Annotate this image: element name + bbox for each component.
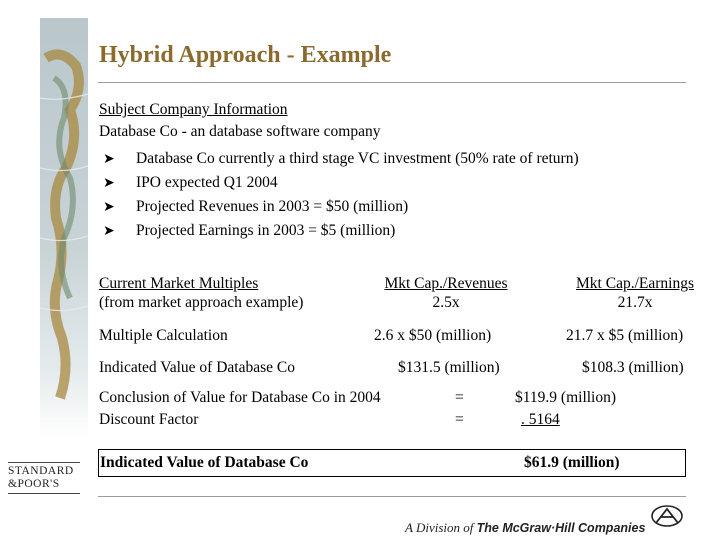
discount-label: Discount Factor <box>99 411 199 428</box>
revenues-multiple: 2.5x <box>432 294 460 311</box>
mcgraw-hill-logo-icon <box>650 503 684 529</box>
company-line: Database Co - an database software company <box>99 123 381 140</box>
footer-prefix: A Division of <box>405 520 474 535</box>
arrow-bullet-icon: ➤ <box>103 200 115 215</box>
arrow-bullet-icon: ➤ <box>103 152 115 167</box>
col-header-revenues: Mkt Cap./Revenues <box>384 275 508 292</box>
conclusion-value: $119.9 (million) <box>515 389 617 406</box>
footer-brand: The McGraw·Hill Companies <box>476 521 646 535</box>
discount-equals: = <box>455 411 464 428</box>
title-divider <box>98 82 686 83</box>
bullet-item: IPO expected Q1 2004 <box>136 174 278 191</box>
conclusion-label: Conclusion of Value for Database Co in 2004 <box>99 389 381 406</box>
multiples-label: Current Market Multiples <box>99 275 259 292</box>
arrow-bullet-icon: ➤ <box>103 176 115 191</box>
subject-heading: Subject Company Information <box>99 101 288 118</box>
earnings-multiple: 21.7x <box>617 294 653 311</box>
indicated-revenues-value: $131.5 (million) <box>398 359 500 376</box>
indicated-earnings-value: $108.3 (million) <box>582 359 684 376</box>
calculation-earnings: 21.7 x $5 (million) <box>566 327 684 344</box>
multiples-sublabel: (from market approach example) <box>99 294 304 311</box>
result-label: Indicated Value of Database Co <box>100 454 309 471</box>
arrow-bullet-icon: ➤ <box>103 224 115 239</box>
discount-value: . 5164 <box>521 411 560 428</box>
footer-division-text <box>405 520 645 536</box>
standard-poors-logo <box>8 460 88 496</box>
bullet-item: Database Co currently a third stage VC investment (50% rate of return) <box>136 150 579 167</box>
page-title: Hybrid Approach - Example <box>99 42 392 68</box>
col-header-earnings: Mkt Cap./Earnings <box>576 275 694 292</box>
result-value: $61.9 (million) <box>524 454 620 471</box>
logo-line-2: &POOR'S <box>8 478 60 490</box>
indicated-label: Indicated Value of Database Co <box>99 359 295 376</box>
calculation-label: Multiple Calculation <box>99 327 228 344</box>
calculation-revenues: 2.6 x $50 (million) <box>374 327 492 344</box>
footer-divider <box>98 496 686 497</box>
bullet-item: Projected Revenues in 2003 = $50 (million) <box>136 198 409 215</box>
bullet-item: Projected Earnings in 2003 = $5 (million) <box>136 222 396 239</box>
globe-strip-image <box>40 18 88 438</box>
conclusion-equals: = <box>455 389 464 406</box>
logo-line-1: STANDARD <box>8 465 74 477</box>
